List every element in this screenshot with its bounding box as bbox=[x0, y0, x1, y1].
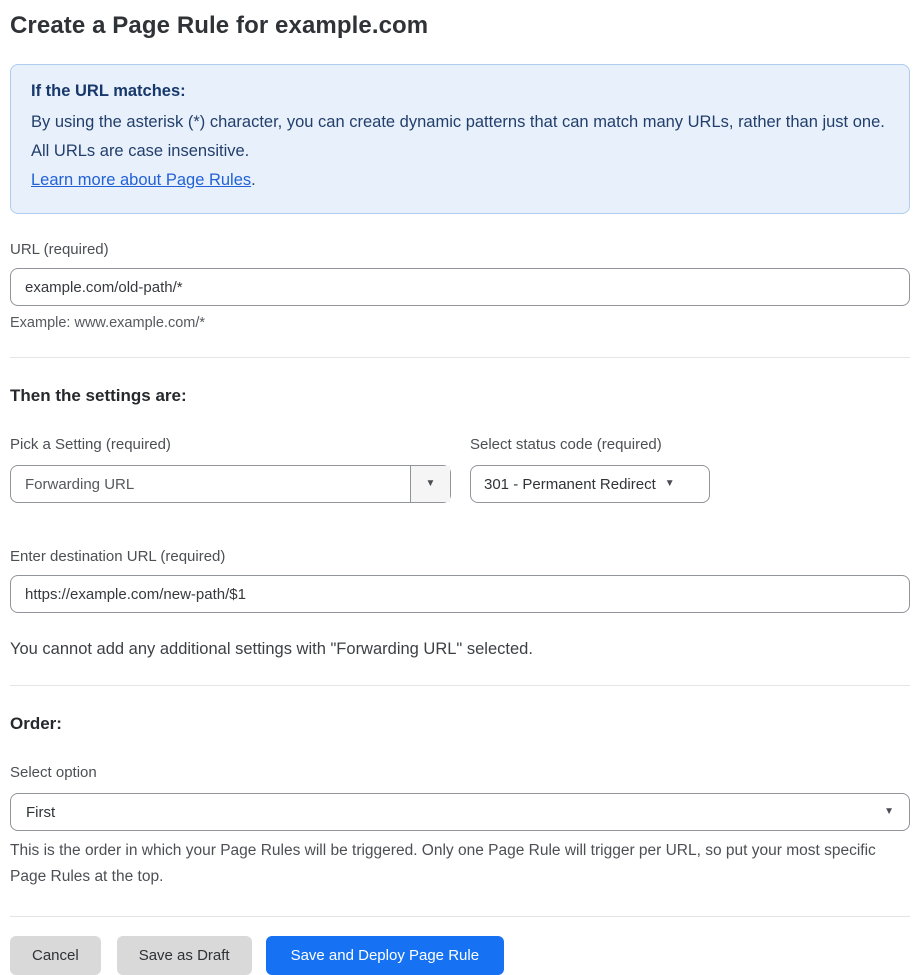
chevron-down-icon: ▼ bbox=[884, 806, 894, 817]
chevron-down-icon: ▼ bbox=[664, 478, 675, 489]
save-and-deploy-button[interactable]: Save and Deploy Page Rule bbox=[266, 936, 504, 975]
pick-setting-value: Forwarding URL bbox=[25, 475, 135, 493]
destination-url-label: Enter destination URL (required) bbox=[10, 548, 226, 565]
divider bbox=[10, 685, 910, 686]
settings-row bbox=[10, 406, 910, 503]
chevron-down-icon: ▼ bbox=[425, 478, 436, 489]
status-code-column bbox=[470, 406, 710, 503]
status-code-value: 301 - Permanent Redirect bbox=[484, 475, 656, 493]
info-box-body bbox=[31, 108, 889, 195]
url-input[interactable] bbox=[10, 268, 910, 306]
url-example-text: Example: www.example.com/* bbox=[10, 315, 206, 331]
pick-setting-column bbox=[10, 406, 451, 503]
pick-setting-dropdown[interactable] bbox=[10, 465, 451, 503]
url-match-info-box bbox=[10, 64, 910, 214]
order-section-heading: Order: bbox=[10, 714, 62, 733]
order-select-label: Select option bbox=[10, 764, 97, 781]
order-select-dropdown[interactable] bbox=[10, 793, 910, 831]
status-code-dropdown[interactable] bbox=[470, 465, 710, 503]
form-actions bbox=[10, 936, 910, 975]
destination-url-input[interactable] bbox=[10, 575, 910, 613]
url-field-label: URL (required) bbox=[10, 241, 109, 258]
divider bbox=[10, 916, 910, 917]
info-box-heading: If the URL matches: bbox=[31, 82, 186, 100]
page-title: Create a Page Rule for example.com bbox=[10, 12, 429, 39]
settings-section-heading: Then the settings are: bbox=[10, 386, 187, 405]
order-select-value: First bbox=[26, 803, 56, 821]
learn-more-link[interactable]: Learn more about Page Rules bbox=[31, 171, 252, 189]
pick-setting-label: Pick a Setting (required) bbox=[10, 436, 171, 453]
status-code-label: Select status code (required) bbox=[470, 436, 662, 453]
info-box-text: By using the asterisk (*) character, you can create dynamic patterns that can match many URLs, rather than just one. All URLs are case insensitive. bbox=[31, 113, 885, 160]
pick-setting-arrow-button[interactable] bbox=[410, 466, 450, 502]
cancel-button[interactable]: Cancel bbox=[10, 936, 101, 975]
save-as-draft-button[interactable]: Save as Draft bbox=[117, 936, 252, 975]
link-period: . bbox=[251, 171, 256, 189]
order-helper-text: This is the order in which your Page Rules will be triggered. Only one Page Rule will trigger per URL, so put your most specific Page Rules at the top. bbox=[10, 842, 876, 885]
forwarding-note: You cannot add any additional settings with "Forwarding URL" selected. bbox=[10, 640, 533, 658]
divider bbox=[10, 357, 910, 358]
